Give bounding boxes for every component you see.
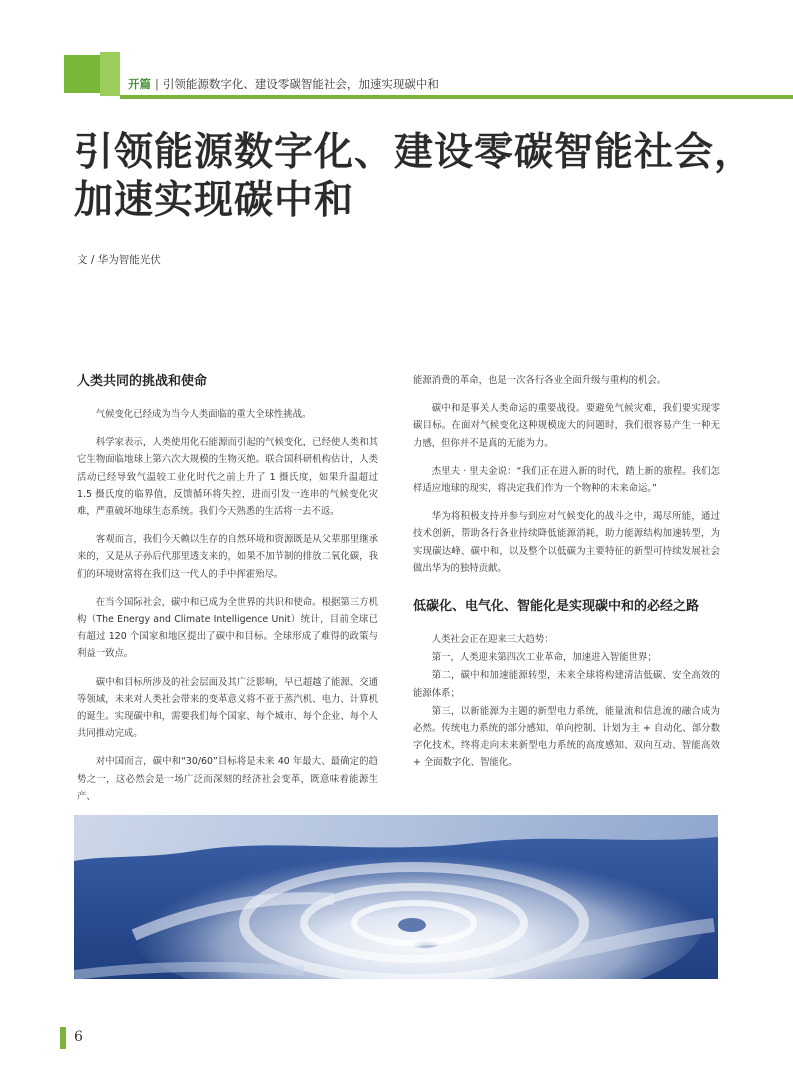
- paragraph: 对中国而言，碳中和“30/60”目标将是未来 40 年最大、最确定的趋势之一，这必然会是一场广泛而深刻的经济社会变革，既意味着能源生产、: [77, 756, 378, 802]
- paragraph: 科学家表示，人类使用化石能源而引起的气候变化，已经使人类和其它生物面临地球上第六次大规模的生物灭绝。联合国科研机构估计，人类活动已经导致气温较工业化时代之前上升了 1 摄氏度，如果升温超过 1.5 摄氏度的临界值，反馈循环将失控，进而引发一连串的气候变化灾难，严重破坏地球生态系统。我们今天熟悉的生活将一去不返。: [77, 437, 378, 518]
- article-title-line-1: 引领能源数字化、建设零碳智能社会，: [74, 129, 755, 175]
- section-label: 开篇: [128, 77, 151, 91]
- paragraph: 碳中和目标所涉及的社会层面及其广泛影响，早已超越了能源、交通等领域，未来对人类社会带来的变革意义将不亚于蒸汽机、电力、计算机的诞生。实现碳中和，需要我们每个国家、每个城市、每个企业、每个人共同推动完成。: [77, 676, 378, 740]
- left-column: [77, 372, 378, 816]
- paragraph: 碳中和是事关人类命运的重要战役。要避免气候灾难，我们要实现零碳目标。在面对气候变化这种规模庞大的问题时，我们很容易产生一种无力感，但你并不是真的无能为力。: [413, 403, 720, 449]
- paragraph-continued: 能源消费的革命，也是一次各行各业全面升级与重构的机会。: [413, 375, 667, 386]
- paragraph: 气候变化已经成为当今人类面临的重大全球性挑战。: [95, 409, 312, 420]
- article-title-line-2: 加速实现碳中和: [74, 177, 355, 223]
- byline: 文 / 华为智能光伏: [77, 254, 161, 266]
- article-title: [74, 128, 754, 224]
- section-heading: 低碳化、电气化、智能化是实现碳中和的必经之路: [413, 599, 700, 615]
- page-number: 6: [74, 1029, 83, 1045]
- paragraph: 第二，碳中和加速能源转型，未来全球将构建清洁低碳、安全高效的能源体系；: [413, 670, 720, 699]
- header-accent-block: [64, 55, 104, 93]
- section-heading: 人类共同的挑战和使命: [77, 374, 208, 389]
- header-accent-block-light: [100, 52, 120, 96]
- header-separator: |: [155, 77, 159, 91]
- running-header: [128, 76, 439, 92]
- paragraph: 人类社会正在迎来三大趋势：: [431, 634, 554, 646]
- hurricane-satellite-photo: [74, 815, 718, 979]
- header-rule: [120, 95, 793, 99]
- paragraph: 第三，以新能源为主题的新型电力系统，能量流和信息流的融合成为必然。传统电力系统的部分感知、单向控制、计划为主 + 自动化、部分数字化技术，终将走向未来新型电力系统的高度感知、双向互动、智能高效 + 全面数字化、智能化。: [413, 705, 720, 769]
- paragraph: 客观而言，我们今天赖以生存的自然环境和资源既是从父辈那里继承来的，又是从子孙后代那里透支来的，如果不加节制的排放二氧化碳，我们的环境财富将在我们这一代人的手中挥霍殆尽。: [77, 534, 378, 580]
- paragraph: 杰里夫 · 里夫金说：“我们正在进入新的时代，踏上新的旅程。我们怎样适应地球的现实，将决定我们作为一个物种的未来命运。”: [413, 465, 720, 495]
- paragraph: 在当今国际社会，碳中和已成为全世界的共识和使命。根据第三方机构（The Energy and Climate Intelligence Unit）统计，目前全球已有超过 120 个国家和地区提出了碳中和目标。全球形成了难得的政策与利益一致点。: [77, 596, 378, 660]
- right-column: [413, 372, 720, 773]
- paragraph: 第一，人类迎来第四次工业革命，加速进入智能世界；: [431, 652, 657, 664]
- paragraph: 华为将积极支持并参与到应对气候变化的战斗之中，竭尽所能，通过技术创新，帮助各行各业持续降低能源消耗，助力能源结构加速转型，为实现碳达峰、碳中和，以及整个以低碳为主要特征的新型可持续发展社会做出华为的独特贡献。: [413, 511, 720, 574]
- footer-accent-bar: [60, 1027, 66, 1049]
- running-header-subtitle: 引领能源数字化、建设零碳智能社会，加速实现碳中和: [162, 77, 439, 91]
